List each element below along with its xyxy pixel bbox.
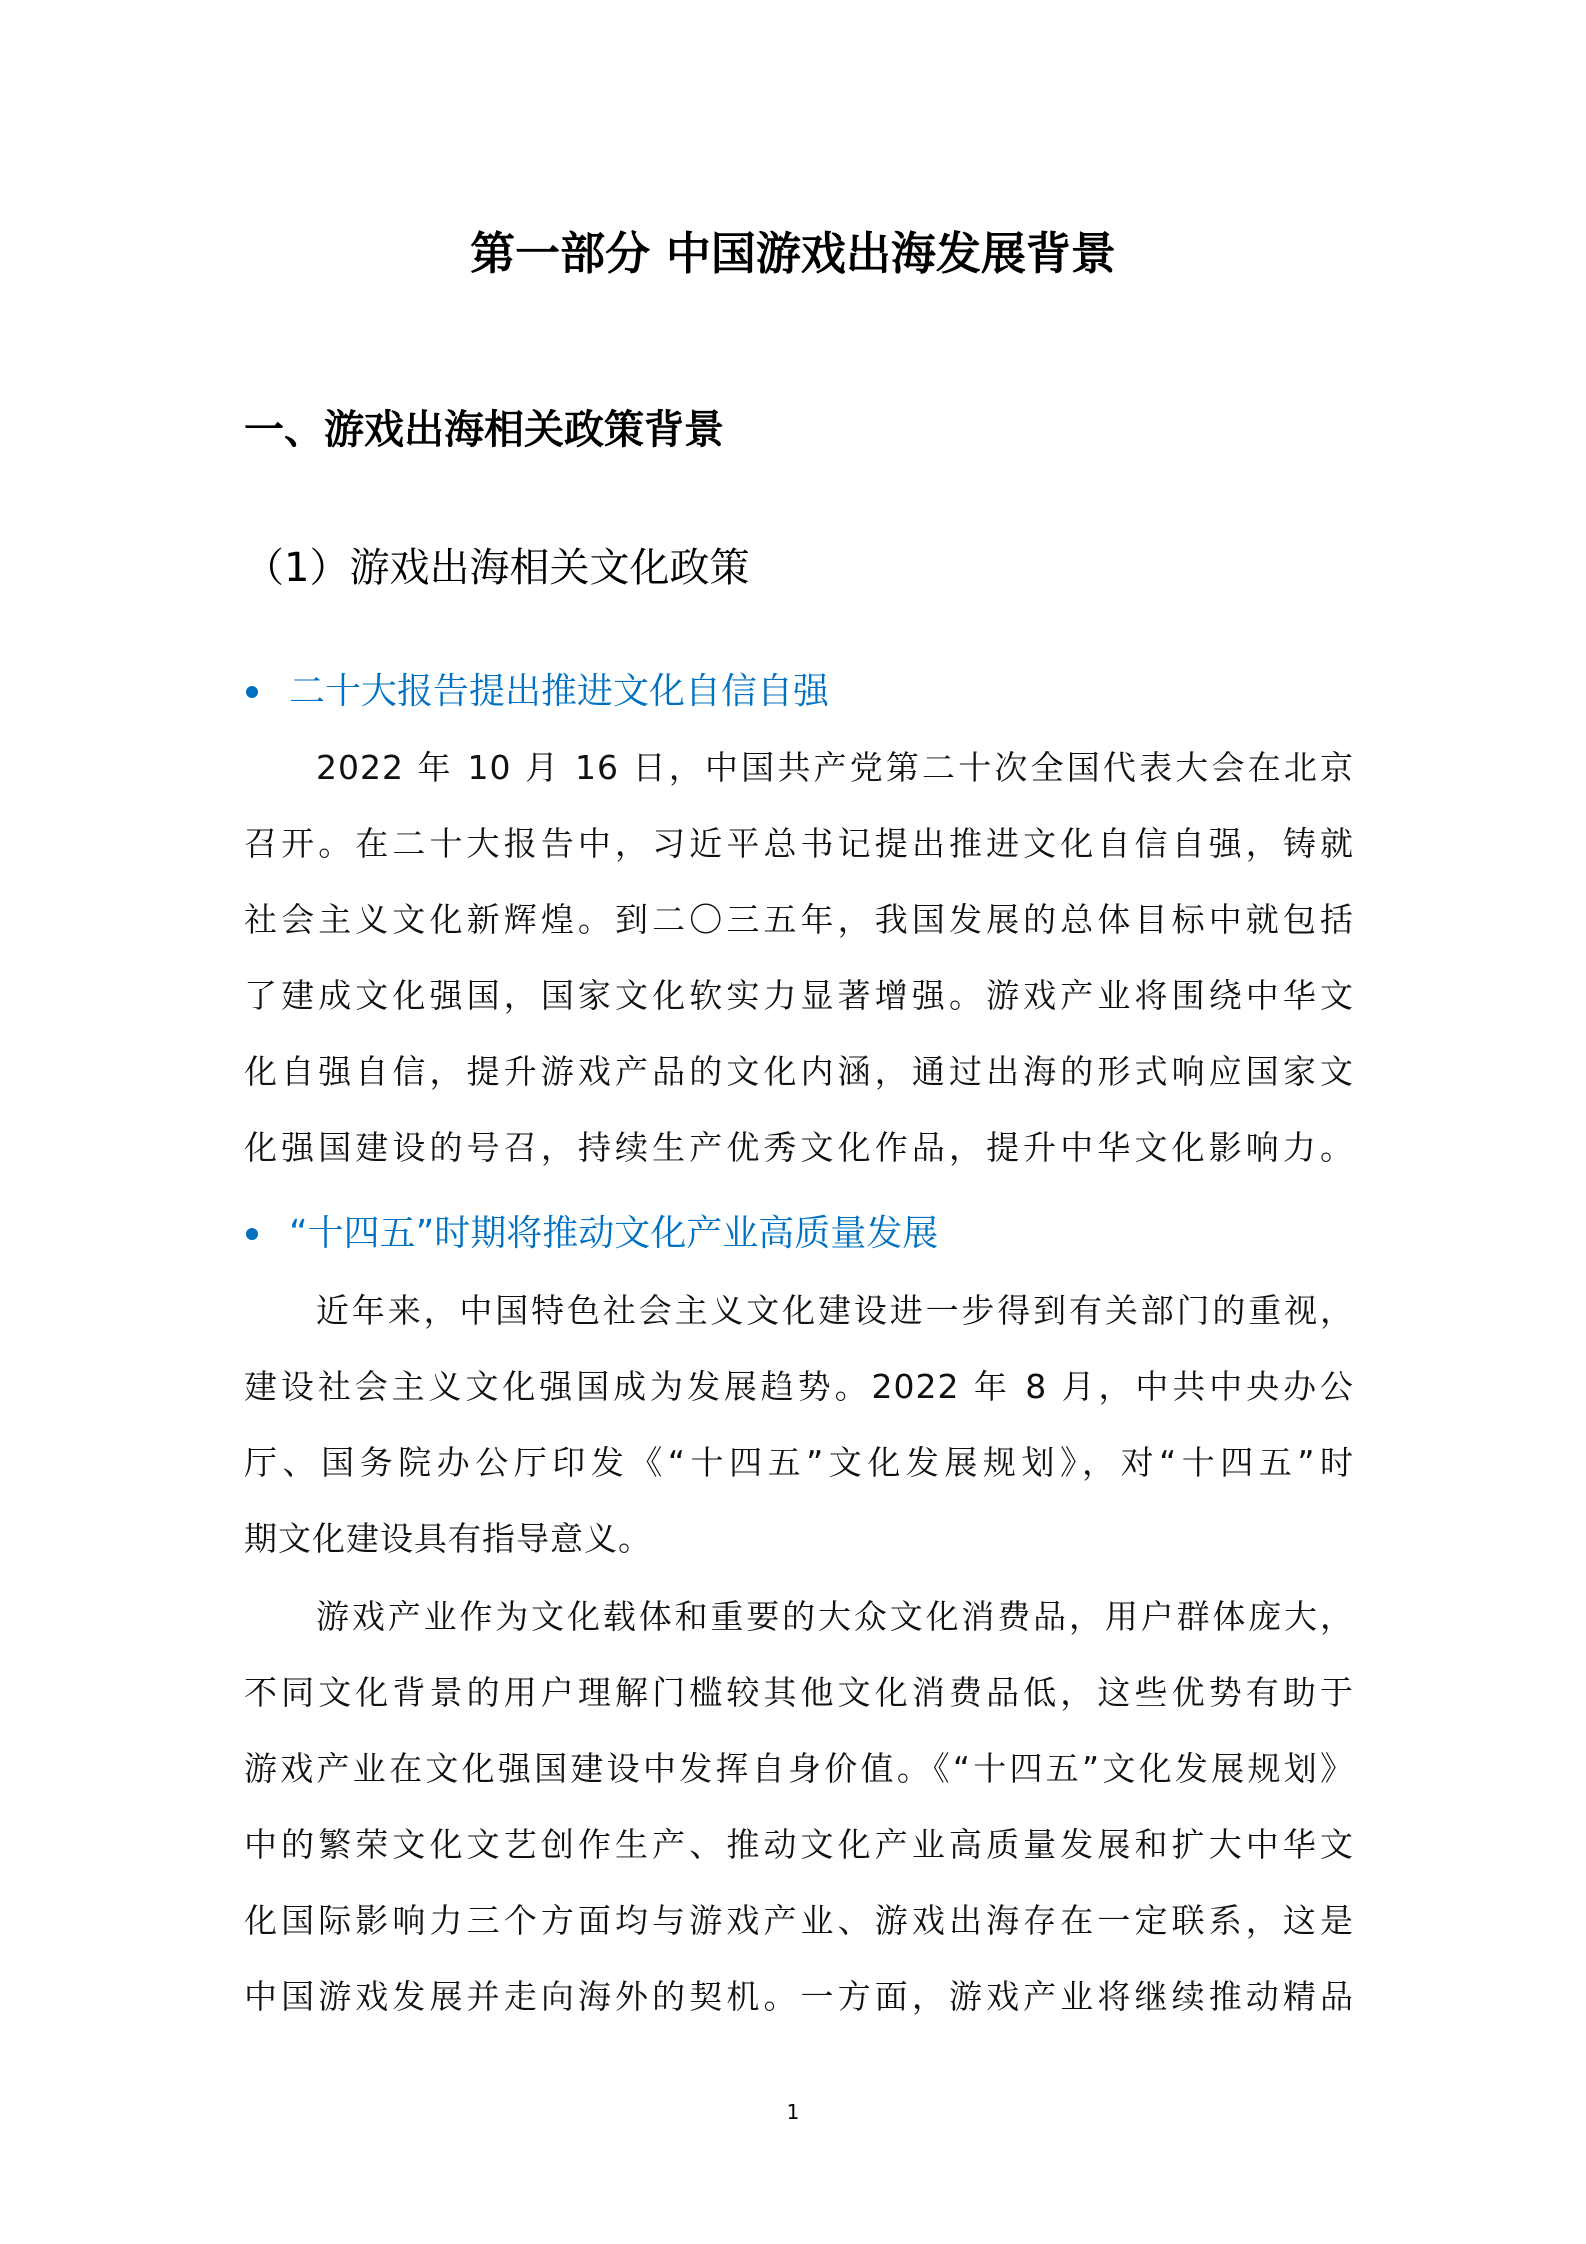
bullet-dot-icon bbox=[246, 1228, 258, 1240]
bullet-heading-2 bbox=[244, 1206, 938, 1262]
paragraph-2 bbox=[244, 1273, 1354, 1577]
bullet-heading-1 bbox=[244, 664, 829, 720]
bullet-dot-icon bbox=[246, 686, 258, 698]
paragraph-line: 化国际影响力三个方面均与游戏产业、游戏出海存在一定联系，这是 bbox=[244, 1901, 1354, 1940]
page-number: 1 bbox=[786, 2100, 800, 2124]
paragraph-line: 召开。在二十大报告中，习近平总书记提出推进文化自信自强，铸就 bbox=[244, 824, 1354, 863]
paragraph-line: 厅、国务院办公厅印发《“十四五”文化发展规划》，对“十四五”时 bbox=[244, 1443, 1354, 1482]
paragraph-line: 建设社会主义文化强国成为发展趋势。2022 年 8 月，中共中央办公 bbox=[244, 1367, 1354, 1406]
paragraph-line: 了建成文化强国，国家文化软实力显著增强。游戏产业将围绕中华文 bbox=[244, 976, 1354, 1015]
paragraph-line: 期文化建设具有指导意义。 bbox=[244, 1519, 652, 1558]
paragraph-line: 2022 年 10 月 16 日，中国共产党第二十次全国代表大会在北京 bbox=[316, 748, 1354, 787]
paragraph-1 bbox=[244, 730, 1354, 1186]
paragraph-line: 游戏产业在文化强国建设中发挥自身价值。《“十四五”文化发展规划》 bbox=[244, 1749, 1354, 1788]
paragraph-line: 中国游戏发展并走向海外的契机。一方面，游戏产业将继续推动精品 bbox=[244, 1977, 1354, 2016]
bullet-heading-text: “十四五”时期将推动文化产业高质量发展 bbox=[289, 1213, 939, 1254]
paragraph-3 bbox=[244, 1579, 1354, 2035]
paragraph-line: 化强国建设的号召，持续生产优秀文化作品，提升中华文化影响力。 bbox=[244, 1128, 1354, 1167]
subsection-heading: （1）游戏出海相关文化政策 bbox=[244, 545, 750, 591]
section-heading: 一、游戏出海相关政策背景 bbox=[244, 407, 724, 453]
paragraph-line: 近年来，中国特色社会主义文化建设进一步得到有关部门的重视， bbox=[316, 1291, 1354, 1330]
paragraph-line: 社会主义文化新辉煌。到二〇三五年，我国发展的总体目标中就包括 bbox=[244, 900, 1354, 939]
bullet-heading-text: 二十大报告提出推进文化自信自强 bbox=[289, 671, 830, 712]
paragraph-line: 中的繁荣文化文艺创作生产、推动文化产业高质量发展和扩大中华文 bbox=[244, 1825, 1354, 1864]
paragraph-line: 化自强自信，提升游戏产品的文化内涵，通过出海的形式响应国家文 bbox=[244, 1052, 1354, 1091]
page-title: 第一部分 中国游戏出海发展背景 bbox=[470, 227, 1116, 280]
paragraph-line: 不同文化背景的用户理解门槛较其他文化消费品低，这些优势有助于 bbox=[244, 1673, 1354, 1712]
paragraph-line: 游戏产业作为文化载体和重要的大众文化消费品，用户群体庞大， bbox=[316, 1597, 1354, 1636]
